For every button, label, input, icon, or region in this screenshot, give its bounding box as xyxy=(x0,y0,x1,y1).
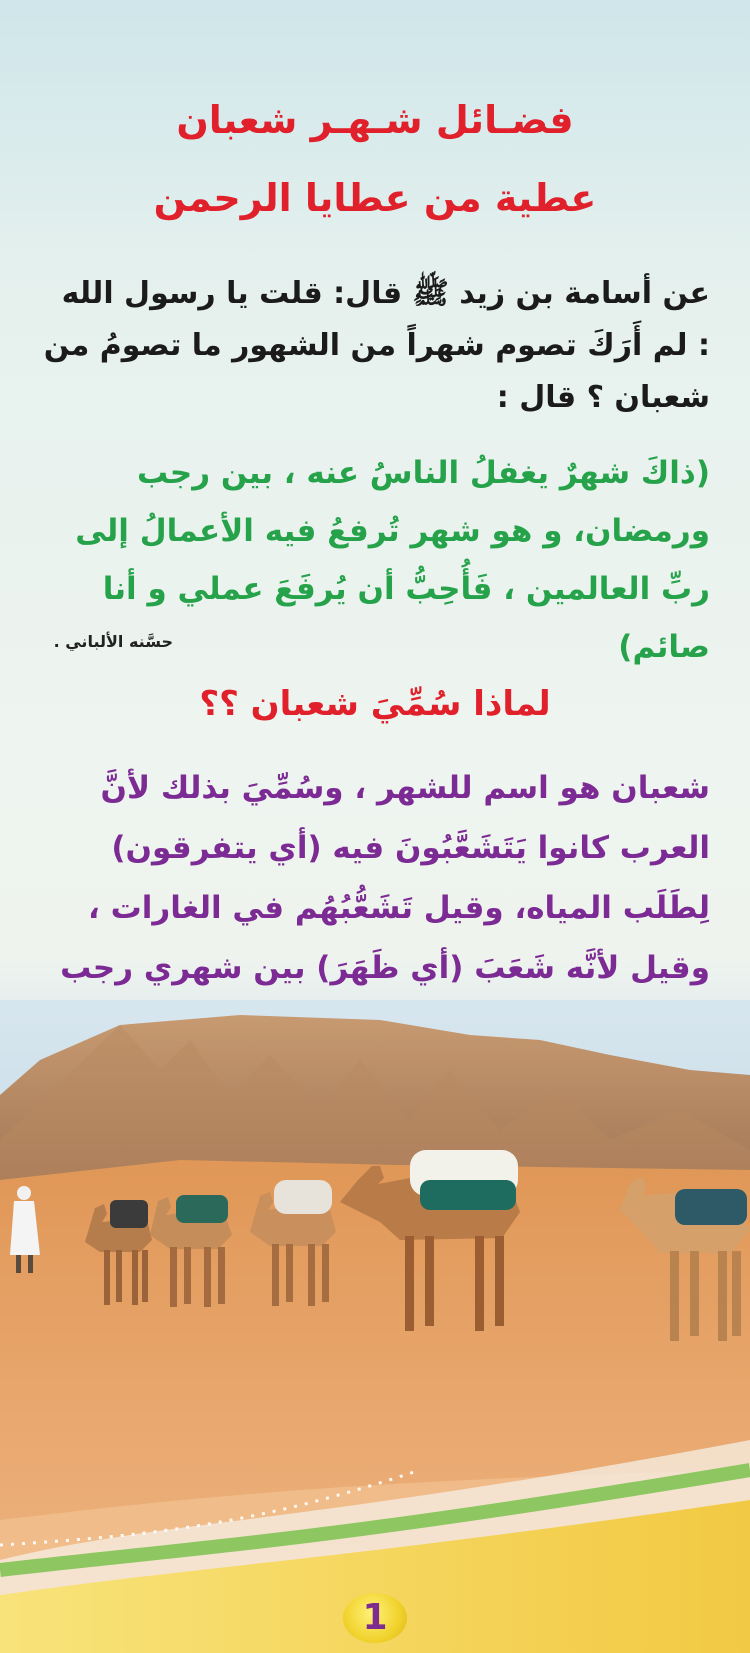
source-note: حسَّنه الألباني . xyxy=(53,632,173,651)
desert-camel-caravan-illustration xyxy=(0,1000,750,1653)
title-line-2: عطية من عطايا الرحمن xyxy=(153,176,597,220)
explanation-text: شعبان هو اسم للشهر ، وسُمِّيَ بذلك لأنَّ العرب كانوا يَتَشَعَّبُونَ فيه (أي يتفرقون) لِطَلَب المياه، وقيل تَشَعُّبُهُم في الغارات ، وقيل لأنَّه شَعَبَ (أي ظَهَرَ) بين شهري رجب xyxy=(60,770,710,986)
subheading: لماذا سُمِّيَ شعبان ؟؟ xyxy=(199,684,551,724)
hadith-intro: عن أسامة بن زيد ﷺ قال: قلت يا رسول الله : لم أَرَكَ تصوم شهراً من الشهور ما تصومُ من شعبان ؟ قال : xyxy=(43,276,710,415)
title-line-1: فضـائل شـهـر شعبان xyxy=(176,98,574,142)
page-number-badge: 1 xyxy=(343,1593,407,1643)
hadith-quote: (ذاكَ شهرٌ يغفلُ الناسُ عنه ، بين رجب ورمضان، و هو شهر تُرفعُ فيه الأعمالُ إلى ربِّ العالمين ، فَأُحِبُّ أن يُرفَعَ عملي و أنا صائم) xyxy=(75,455,710,665)
